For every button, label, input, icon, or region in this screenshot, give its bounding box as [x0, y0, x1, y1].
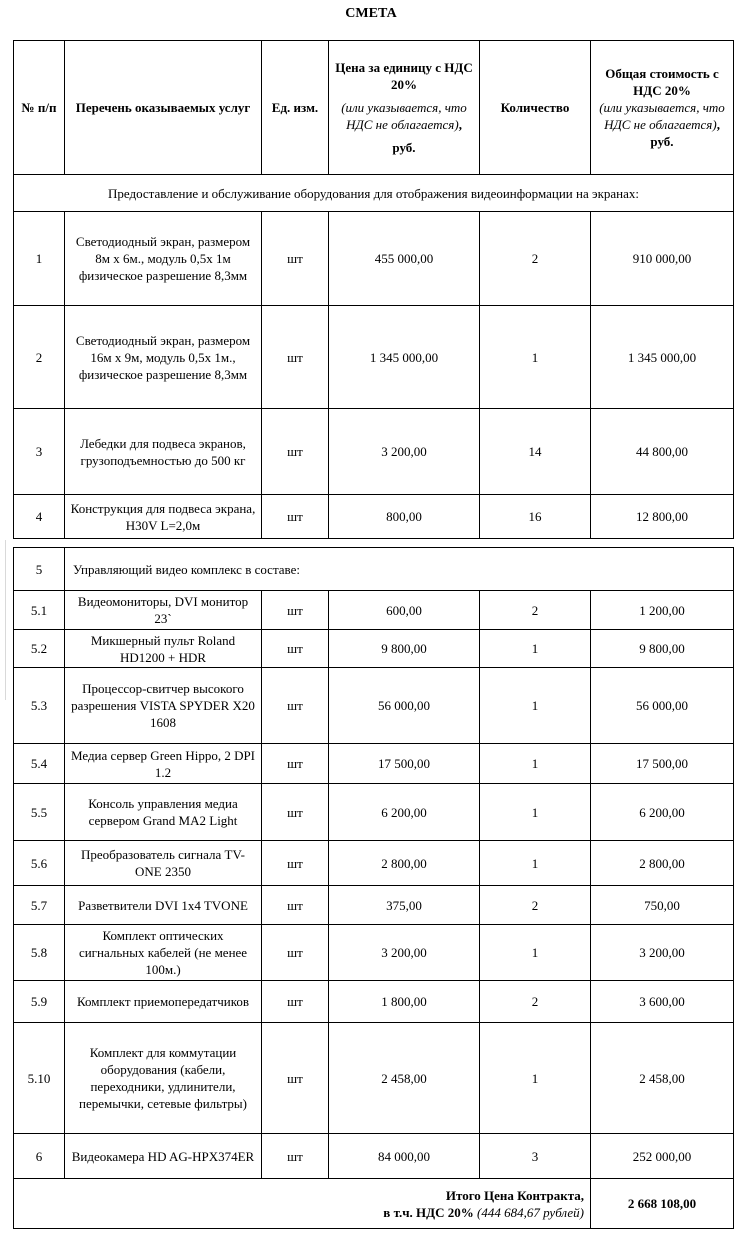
row-total: 44 800,00: [591, 409, 734, 495]
row-unit: шт: [262, 841, 329, 886]
row-total: 9 800,00: [591, 630, 734, 668]
row-qty: 2: [480, 212, 591, 306]
section-title-row: [14, 175, 734, 212]
header-row: [14, 41, 734, 175]
row-total: 12 800,00: [591, 495, 734, 539]
row-name: Комплект приемопередатчиков: [65, 981, 262, 1023]
table-row: [14, 886, 734, 925]
header-num: № п/п: [14, 41, 65, 175]
row-unit: шт: [262, 981, 329, 1023]
row-num: 2: [14, 306, 65, 409]
row-total: 6 200,00: [591, 784, 734, 841]
footer-label-vat: в т.ч. НДС 20%: [383, 1204, 474, 1220]
row-num: 5.6: [14, 841, 65, 886]
row-qty: 1: [480, 668, 591, 744]
row-unit: шт: [262, 668, 329, 744]
row-qty: 16: [480, 495, 591, 539]
row-name: Процессор-свитчер высокого разрешения VISTA SPYDER X20 1608: [65, 668, 262, 744]
row-name: Видеомониторы, DVI монитор 23`: [65, 591, 262, 630]
row-qty: 2: [480, 591, 591, 630]
row-name: Разветвители DVI 1x4 TVONE: [65, 886, 262, 925]
row-qty: 2: [480, 886, 591, 925]
row-total: 1 200,00: [591, 591, 734, 630]
row-unit: шт: [262, 306, 329, 409]
row-total: 1 345 000,00: [591, 306, 734, 409]
header-price: [329, 41, 480, 175]
row-qty: 2: [480, 981, 591, 1023]
row-total: 2 800,00: [591, 841, 734, 886]
header-services: Перечень оказываемых услуг: [65, 41, 262, 175]
row-qty: 14: [480, 409, 591, 495]
row-price: 455 000,00: [329, 212, 480, 306]
row-total: 750,00: [591, 886, 734, 925]
header-total-comma: ,: [716, 117, 720, 132]
table-row: [14, 495, 734, 539]
row-unit: шт: [262, 212, 329, 306]
footer-label-vat-amount: (444 684,67 рублей): [473, 1204, 584, 1220]
row-total: 3 200,00: [591, 925, 734, 981]
row-price: 1 800,00: [329, 981, 480, 1023]
row-unit: шт: [262, 630, 329, 668]
scan-artifact-line: [5, 540, 6, 700]
table-row: [14, 981, 734, 1023]
row-qty: 1: [480, 744, 591, 784]
row-name: Светодиодный экран, размером 8м х 6м., модуль 0,5х 1м физическое разрешение 8,3мм: [65, 212, 262, 306]
row-total: 2 458,00: [591, 1023, 734, 1134]
table-row: [14, 925, 734, 981]
header-qty: Количество: [480, 41, 591, 175]
row-price: 9 800,00: [329, 630, 480, 668]
table-row: [14, 591, 734, 630]
row-price: 600,00: [329, 591, 480, 630]
header-price-main: Цена за единицу с НДС 20%: [335, 60, 473, 92]
footer-label-line1: Итого Цена Контракта,: [445, 1187, 584, 1203]
row-name: Светодиодный экран, размером 16м х 9м, модуль 0,5х 1м., физическое разрешение 8,3мм: [65, 306, 262, 409]
row-unit: шт: [262, 1134, 329, 1179]
row-total: 17 500,00: [591, 744, 734, 784]
footer-row: [14, 1179, 734, 1229]
row-num: 5.4: [14, 744, 65, 784]
row-num: 5.7: [14, 886, 65, 925]
header-total-note: (или указывается, что НДС не облагается): [599, 100, 725, 132]
header-price-comma: ,: [458, 117, 462, 132]
row-qty: 3: [480, 1134, 591, 1179]
row-name: Комплект для коммутации оборудования (кабели, переходники, удлинители, перемычки, сетевые фильтры): [65, 1023, 262, 1134]
row-total: 910 000,00: [591, 212, 734, 306]
estimate-table-part2: [13, 547, 734, 1229]
row-total: 56 000,00: [591, 668, 734, 744]
row-name: Конструкция для подвеса экрана, Н30V L=2,0м: [65, 495, 262, 539]
row-num: 5.3: [14, 668, 65, 744]
row-num: 5.10: [14, 1023, 65, 1134]
group-label: Управляющий видео комплекс в составе:: [65, 548, 734, 591]
table-row: [14, 784, 734, 841]
row-unit: шт: [262, 409, 329, 495]
table-row: [14, 1134, 734, 1179]
row-unit: шт: [262, 925, 329, 981]
row-price: 375,00: [329, 886, 480, 925]
row-num: 5.8: [14, 925, 65, 981]
row-qty: 1: [480, 1023, 591, 1134]
row-unit: шт: [262, 886, 329, 925]
row-num: 6: [14, 1134, 65, 1179]
estimate-table-part1: [13, 40, 734, 539]
table-row: [14, 744, 734, 784]
row-price: 84 000,00: [329, 1134, 480, 1179]
document-title: СМЕТА: [345, 6, 397, 21]
row-qty: 1: [480, 306, 591, 409]
table-row: [14, 1023, 734, 1134]
header-total-main: Общая стоимость с НДС 20%: [605, 66, 719, 98]
header-unit: Ед. изм.: [262, 41, 329, 175]
row-price: 17 500,00: [329, 744, 480, 784]
row-num: 5.5: [14, 784, 65, 841]
row-unit: шт: [262, 744, 329, 784]
row-unit: шт: [262, 591, 329, 630]
row-num: 3: [14, 409, 65, 495]
row-num: 5.2: [14, 630, 65, 668]
row-price: 2 458,00: [329, 1023, 480, 1134]
row-unit: шт: [262, 495, 329, 539]
row-qty: 1: [480, 784, 591, 841]
row-qty: 1: [480, 841, 591, 886]
row-price: 800,00: [329, 495, 480, 539]
table-row: [14, 668, 734, 744]
header-price-unit: руб.: [392, 140, 416, 155]
row-name: Видеокамера HD AG-HPX374ER: [65, 1134, 262, 1179]
row-qty: 1: [480, 630, 591, 668]
row-unit: шт: [262, 1023, 329, 1134]
row-unit: шт: [262, 784, 329, 841]
row-num: 4: [14, 495, 65, 539]
row-num: 1: [14, 212, 65, 306]
row-total: 252 000,00: [591, 1134, 734, 1179]
row-price: 3 200,00: [329, 409, 480, 495]
row-total: 3 600,00: [591, 981, 734, 1023]
row-price: 3 200,00: [329, 925, 480, 981]
section-title: Предоставление и обслуживание оборудования для отображения видеоинформации на экранах:: [14, 175, 734, 212]
table-row: [14, 306, 734, 409]
header-total: [591, 41, 734, 175]
row-price: 56 000,00: [329, 668, 480, 744]
row-name: Комплект оптических сигнальных кабелей (не менее 100м.): [65, 925, 262, 981]
group-num: 5: [14, 548, 65, 591]
row-name: Преобразователь сигнала TV-ONE 2350: [65, 841, 262, 886]
group-row: [14, 548, 734, 591]
row-price: 1 345 000,00: [329, 306, 480, 409]
table-row: [14, 630, 734, 668]
row-name: Лебедки для подвеса экранов, грузоподъемностью до 500 кг: [65, 409, 262, 495]
row-num: 5.9: [14, 981, 65, 1023]
row-price: 2 800,00: [329, 841, 480, 886]
row-num: 5.1: [14, 591, 65, 630]
table-row: [14, 409, 734, 495]
row-name: Микшерный пульт Roland HD1200 + HDR: [65, 630, 262, 668]
table-row: [14, 212, 734, 306]
table-row: [14, 841, 734, 886]
header-price-note: (или указывается, что НДС не облагается): [341, 100, 467, 132]
footer-label: [14, 1179, 591, 1229]
footer-total: 2 668 108,00: [591, 1179, 734, 1229]
row-name: Консоль управления медиа сервером Grand MA2 Light: [65, 784, 262, 841]
row-name: Медиа сервер Green Hippo, 2 DPI 1.2: [65, 744, 262, 784]
row-price: 6 200,00: [329, 784, 480, 841]
row-qty: 1: [480, 925, 591, 981]
header-total-unit: руб.: [650, 134, 674, 149]
